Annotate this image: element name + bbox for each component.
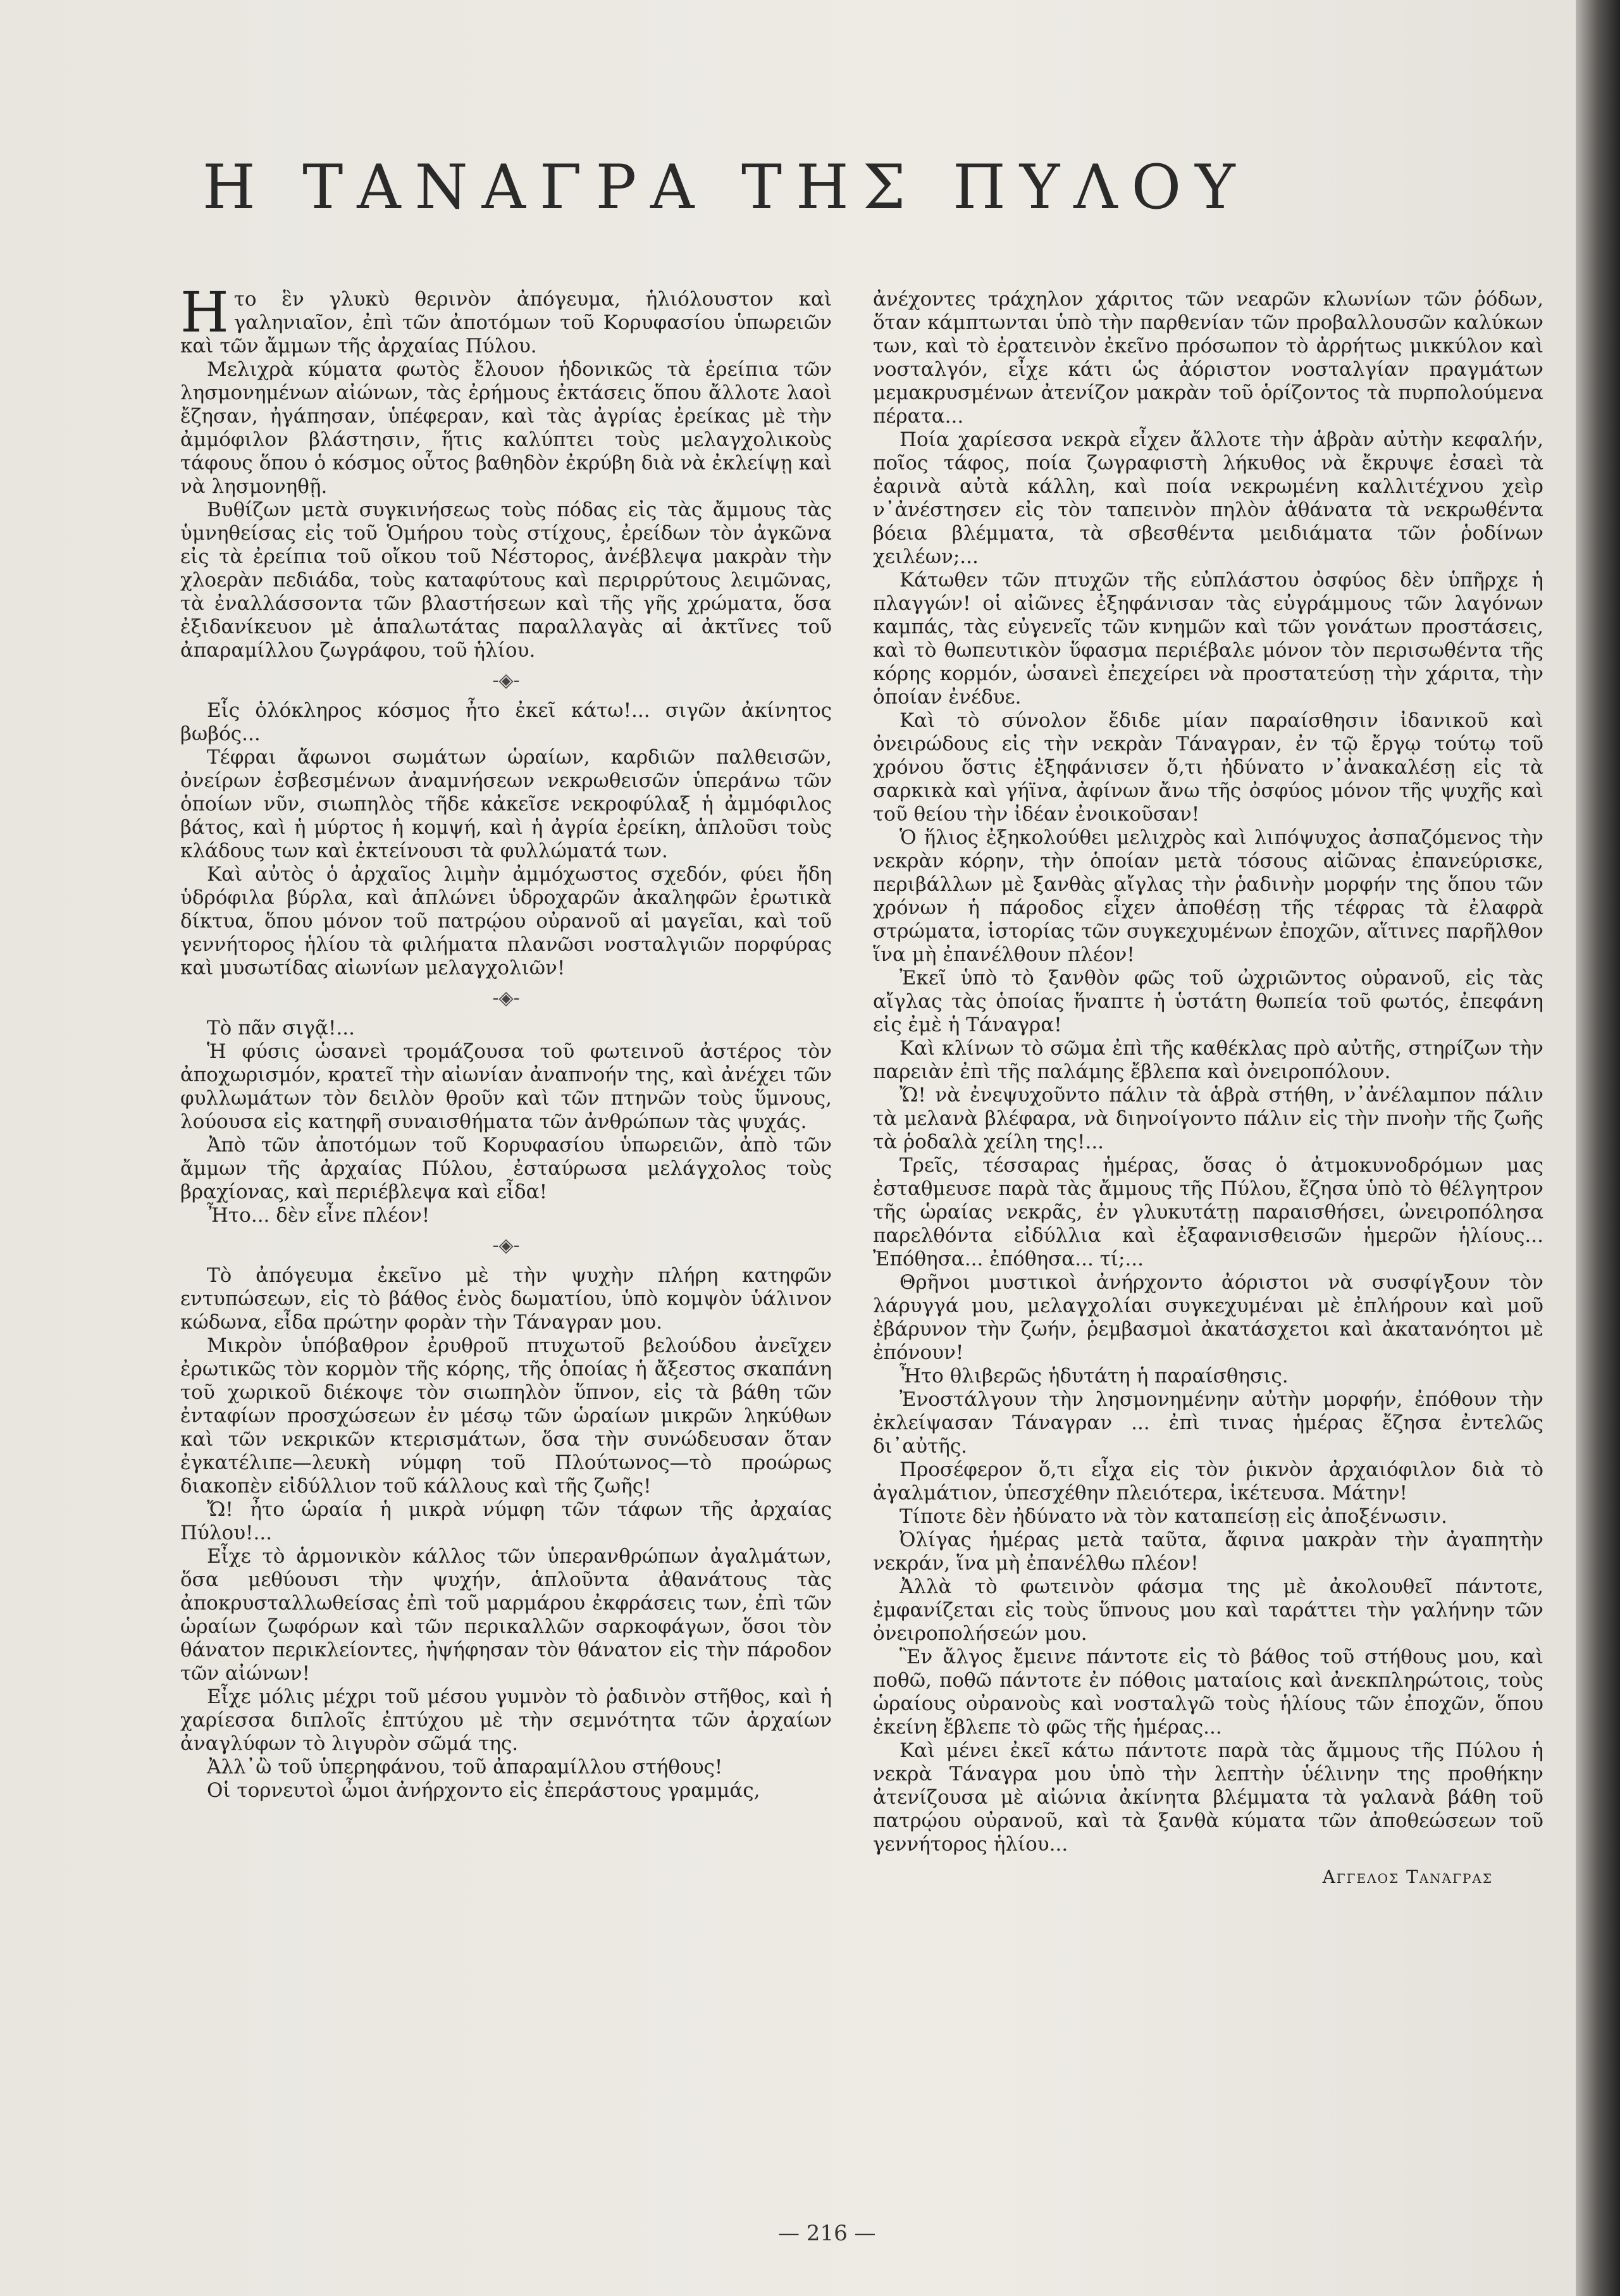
paragraph: Μελιχρὰ κύματα φωτὸς ἔλουον ἡδονικῶς τὰ ἐρείπια τῶν λησμονημένων αἰώνων, τὰς ἐρήμους ἐκτάσεις ὅπου ἄλλοτε λαοὶ ἔζησαν, ἠγάπησαν, ὑπέφεραν, καὶ τὰς ἀγρίας ἐρείκας μὲ τὴν ἀμμόφιλον βλάστησιν, ἥτις καλύπτει τοὺς μελαγχολικοὺς τάφους ὅπου ὁ κόσμος οὗτος βαθηδὸν ἐκρύβη διὰ νὰ ἐκλείψῃ καὶ νὰ λησμονηθῇ. (180, 358, 832, 498)
paragraph: Ἦτο... δὲν εἶνε πλέον! (207, 1204, 430, 1227)
paragraph: Ὤ! ἦτο ὡραία ἡ μικρὰ νύμφη τῶν τάφων τῆς ἀρχαίας Πύλου!... (180, 1498, 832, 1544)
paragraph: Προσέφερον ὅ,τι εἶχα εἰς τὸν ῥικνὸν ἀρχαιόφιλον διὰ τὸ ἀγαλμάτιον, ὑπεσχέθην πλειότερα, ἱκέτευσα. Μάτην! (873, 1458, 1543, 1505)
paragraph-opening (180, 280, 832, 358)
opening-text: το ἓν γλυκὺ θερινὸν ἀπόγευμα, ἡλιόλουστον καὶ γαληνιαῖον, ἐπὶ τῶν ἀποτόμων τοῦ Κορυφασίου ὑπωρειῶν καὶ τῶν ἄμμων τῆς ἀρχαίας Πύλου. (180, 288, 832, 357)
paragraph: Ἓν ἄλγος ἔμεινε πάντοτε εἰς τὸ βάθος τοῦ στήθους μου, καὶ ποθῶ, ποθῶ πάντοτε ἐν πόθοις ματαίοις καὶ ἀνεκπληρώτοις, τοὺς ὡραίους οὐρανοὺς καὶ νοσταλγῶ τοὺς ἡλίους τῶν ἐποχῶν, ὅπου ἐκείνη ἔβλεπε τὸ φῶς τῆς ἡμέρας... (873, 1646, 1543, 1739)
author-signature: Αγγελος Τανάγρας (1322, 1866, 1493, 1887)
paragraph: Εἶχε μόλις μέχρι τοῦ μέσου γυμνὸν τὸ ῥαδινὸν στῆθος, καὶ ἡ χαρίεσσα διπλοῖς ἐπτύχου μὲ τὴν σεμνότητα τῶν ἀρχαίων ἀναγλύφων τὸ λιγυρὸν σῶμά της. (180, 1685, 832, 1755)
paragraph: Καὶ τὸ σύνολον ἔδιδε μίαν παραίσθησιν ἰδανικοῦ καὶ ὀνειρώδους εἰς τὴν νεκρὰν Τάναγραν, ἐν τῷ ἔργῳ τούτῳ τοῦ χρόνου ὅστις ἐξηφάνισεν ὅ,τι ἠδύνατο ν᾽ἀνακαλέσῃ εἰς τὰ σαρκικὰ καὶ γήϊνα, ἀφίνων ἄνω τῆς ὀσφύος μόνον τῆς ψυχῆς καὶ τοῦ θείου τὴν ἰδέαν ἐνοικοῦσαν! (873, 709, 1543, 826)
page-number: — 216 — (778, 2221, 876, 2246)
paragraph: Τίποτε δὲν ἠδύνατο νὰ τὸν καταπείσῃ εἰς ἀποξένωσιν. (900, 1505, 1447, 1528)
paragraph: Τρεῖς, τέσσαρας ἡμέρας, ὅσας ὁ ἀτμοκυνοδρόμων μας ἐσταθμευσε παρὰ τὰς ἄμμους τῆς Πύλου, ἔζησα ὑπὸ τὸ θέλγητρον τῆς ὡραίας νεκρᾶς, ἐν γλυκυτάτῃ παραισθήσει, ὠνειροπόλησα παρελθόντα εἰδύλλια καὶ ἐξαφανισθεισῶν ἡμερῶν ἡλίους... Ἐπόθησα... ἐπόθησα... τί;... (873, 1154, 1543, 1270)
paragraph: Ἀλλὰ τὸ φωτεινὸν φάσμα της μὲ ἀκολουθεῖ πάντοτε, ἐμφανίζεται εἰς τοὺς ὕπνους μου καὶ ταράττει τὴν γαλήνην τῶν ὀνειροπολήσεών μου. (873, 1575, 1543, 1645)
paragraph: Εἷς ὁλόκληρος κόσμος ἦτο ἐκεῖ κάτω!... σιγῶν ἀκίνητος βωβός... (180, 699, 832, 745)
article-title: Η ΤΑΝΑΓΡΑ ΤΗΣ ΠΥΛΟΥ (202, 152, 1249, 223)
paragraph: Τὸ πᾶν σιγᾷ!... (207, 1017, 355, 1039)
paragraph: Ἀπὸ τῶν ἀποτόμων τοῦ Κορυφασίου ὑπωρειῶν, ἀπὸ τῶν ἄμμων τῆς ἀρχαίας Πύλου, ἐσταύρωσα μελάγχολος τοὺς βραχίονας, καὶ περιέβλεψα καὶ εἶδα! (180, 1134, 832, 1203)
section-ornament: -◈- (492, 669, 520, 692)
right-column (873, 288, 1543, 1889)
paragraph: Θρῆνοι μυστικοὶ ἀνήρχοντο ἀόριστοι νὰ συσφίγξουν τὸν λάρυγγά μου, μελαγχολίαι συγκεχυμέναι μὲ ἐπλήρουν καὶ μοῦ ἐβάρυνον τὴν ζωήν, ῥεμβασμοὶ ἀκατάσχετοι καὶ ἀκατανόητοι μὲ ἐπόνουν! (873, 1271, 1543, 1364)
paragraph: Ἐνοστάλγουν τὴν λησμονημένην αὐτὴν μορφήν, ἐπόθουν τὴν ἐκλείψασαν Τάναγραν ... ἐπὶ τινας ἡμέρας ἔζησα ἐντελῶς δι᾽αὐτῆς. (873, 1388, 1543, 1458)
paragraph: Τέφραι ἄφωνοι σωμάτων ὡραίων, καρδιῶν παλθεισῶν, ὀνείρων ἐσβεσμένων ἀναμνήσεων νεκρωθεισῶν ὑπεράνω τῶν ὁποίων νῦν, σιωπηλὸς τῆδε κἀκεῖσε νεκροφύλαξ ἡ ἀμμόφιλος βάτος, καὶ ἡ μύρτος ἡ κομψή, καὶ ἡ ἀγρία ἐρείκη, ἁπλοῦσι τοὺς κλάδους των καὶ ἐκτείνουσι τὰ φυλλώματά των. (180, 746, 832, 862)
left-column (180, 280, 832, 1803)
paragraph: Οἱ τορνευτοὶ ὦμοι ἀνήρχοντο εἰς ἐπεράστους γραμμάς, (207, 1779, 760, 1802)
paragraph: Ὤ! νὰ ἐνεψυχοῦντο πάλιν τὰ ἁβρὰ στήθη, ν᾽ἀνέλαμπον πάλιν τὰ μελανὰ βλέφαρα, νὰ διηνοίγοντο πάλιν εἰς τὴν πνοὴν τῆς ζωῆς τὰ ῥοδαλὰ χείλη της!... (873, 1084, 1543, 1153)
paragraph: Ἐκεῖ ὑπὸ τὸ ξανθὸν φῶς τοῦ ὠχριῶντος οὐρανοῦ, εἰς τὰς αἴγλας τὰς ὁποίας ἥναπτε ἡ ὑστάτη θωπεία τοῦ φωτός, ἐπεφάνη εἰς ἐμὲ ἡ Τάναγρα! (873, 967, 1543, 1036)
drop-cap: Η (180, 280, 229, 345)
paragraph: Ἦτο θλιβερῶς ἡδυτάτη ἡ παραίσθησις. (900, 1365, 1289, 1387)
paragraph: Καὶ κλίνων τὸ σῶμα ἐπὶ τῆς καθέκλας πρὸ αὐτῆς, στηρίζων τὴν παρειὰν ἐπὶ τῆς παλάμης ἔβλεπα καὶ ὀνειροπόλουν. (873, 1037, 1543, 1083)
section-ornament: -◈- (492, 987, 520, 1009)
paragraph: Ἡ φύσις ὡσανεὶ τρομάζουσα τοῦ φωτεινοῦ ἀστέρος τὸν ἀποχωρισμόν, κρατεῖ τὴν αἰωνίαν ἀναπνοήν της, καὶ ἀνέχει τῶν φυλλωμάτων τὸν δειλὸν θροῦν καὶ τῶν πτηνῶν τοὺς ὕμνους, λούουσα εἰς κατηφῆ συναισθήματα τῶν ἀνθρώπων τὰς ψυχάς. (180, 1040, 832, 1133)
paragraph: Τὸ ἀπόγευμα ἐκεῖνο μὲ τὴν ψυχὴν πλήρη κατηφῶν εντυπώσεων, εἰς τὸ βάθος ἑνὸς δωματίου, ὑπὸ κομψὸν ὑάλινον κώδωνα, εἶδα πρώτην φορὰν τὴν Τάναγραν μου. (180, 1264, 832, 1334)
paragraph: Καὶ αὐτὸς ὁ ἀρχαῖος λιμὴν ἀμμόχωστος σχεδόν, φύει ἤδη ὑδρόφιλα βύρλα, καὶ ἁπλώνει ὑδροχαρῶν ἀκαληφῶν ἐρωτικὰ δίκτυα, ὅπου μόνον τοῦ πατρῴου οὐρανοῦ αἱ μαγεῖαι, καὶ τοῦ γεννήτορος ἡλίου τὰ φιλήματα πλανῶσι νοσταλγιῶν πορφύρας καὶ μυσωτίδας αἰωνίων μελαγχολιῶν! (180, 863, 832, 979)
paragraph: Ὁ ἥλιος ἐξηκολούθει μελιχρὸς καὶ λιπόψυχος ἀσπαζόμενος τὴν νεκρὰν κόρην, τὴν ὁποίαν μετὰ τόσους αἰῶνας ἐπανεύρισκε, περιβάλλων μὲ ξανθὰς αἴγλας τὴν ῥαδινὴν μορφήν της ὅπου τῶν χρόνων ἡ πάροδος εἶχεν ἀποθέσῃ τῆς τέφρας τὰ ἐλαφρὰ στρώματα, ἱστορίας τῶν συγκεχυμένων ἐποχῶν, αἵτινες παρῆλθον ἵνα μὴ ἐπανέλθουν πλέον! (873, 826, 1543, 966)
paragraph: Ὀλίγας ἡμέρας μετὰ ταῦτα, ἄφινα μακρὰν τὴν ἀγαπητὴν νεκράν, ἵνα μὴ ἐπανέλθω πλέον! (873, 1529, 1543, 1575)
section-ornament: -◈- (492, 1234, 520, 1257)
paragraph: Καὶ μένει ἐκεῖ κάτω πάντοτε παρὰ τὰς ἄμμους τῆς Πύλου ἡ νεκρὰ Τάναγρα μου ὑπὸ τὴν λεπτὴν ὑέλινην της προθήκην ἀτενίζουσα μὲ αἰώνια ἀκίνητα βλέμματα τὰ γαλανὰ βάθη τοῦ πατρῴου οὐρανοῦ, καὶ τὰ ξανθὰ κύματα τῶν ἀποθεώσεων τοῦ γεννήτορος ἡλίου... (873, 1739, 1543, 1856)
paragraph: Ποία χαρίεσσα νεκρὰ εἶχεν ἄλλοτε τὴν ἁβρὰν αὐτὴν κεφαλήν, ποῖος τάφος, ποία ζωγραφιστὴ λήκυθος νὰ ἔκρυψε ἐσαεὶ τὰ ἐαρινὰ αὐτὰ κάλλη, καὶ ποία νεκρωμένη καλλιτέχνου χεὶρ ν᾽ἀνέστησεν εἰς τὸν ταπεινὸν πηλὸν ἀθάνατα τὰ νεκρωθέντα βόεια βλέμματα, τὰ σβεσθέντα μειδιάματα τῶν ῥοδίνων χειλέων;... (873, 428, 1543, 568)
binding-edge (1576, 0, 1620, 2296)
paragraph: Κάτωθεν τῶν πτυχῶν τῆς εὐπλάστου ὀσφύος δὲν ὑπῆρχε ἡ πλαγγών! οἱ αἰῶνες ἐξηφάνισαν τὰς εὐγράμμους τῶν λαγόνων καμπάς, τὰς εὐγενεῖς τῶν κνημῶν καὶ τῶν γονάτων προστάσεις, καὶ τὸ θωπευτικὸν ὕφασμα περιέβαλε μόνον τὸν περισωθέντα τῆς κόρης κορμόν, ὡσανεὶ ἐπεχείρει νὰ προστατεύσῃ τὴν χάριτα, τὴν ὁποίαν ἐνέδυε. (873, 569, 1543, 709)
paragraph: Βυθίζων μετὰ συγκινήσεως τοὺς πόδας εἰς τὰς ἄμμους τὰς ὑμνηθείσας εἰς τοῦ Ὁμήρου τοὺς στίχους, ἐρείδων τὸν ἀγκῶνα εἰς τὰ ἐρείπια τοῦ οἴκου τοῦ Νέστορος, ἀνέβλεψα μακρὰν τὴν χλοερὰν πεδιάδα, τοὺς καταφύτους καὶ περιρρύτους λειμῶνας, τὰ ἐναλλάσσοντα τῶν βλαστήσεων καὶ τῆς γῆς χρώματα, ὅσα ἐξιδανίκευον μὲ ἁπαλωτάτας παραλλαγὰς αἱ ἀκτῖνες τοῦ ἀπαραμίλλου ζωγράφου, τοῦ ἡλίου. (180, 499, 832, 662)
paragraph: Εἶχε τὸ ἁρμονικὸν κάλλος τῶν ὑπερανθρώπων ἀγαλμάτων, ὅσα μεθύουσι τὴν ψυχήν, ἁπλοῦντα ἀθανάτους τὰς ἀποκρυσταλλωθείσας ἐπὶ τοῦ μαρμάρου ἐκφράσεις των, ἐπὶ τῶν ὡραίων ζωφόρων καὶ τῶν περικαλλῶν σαρκοφάγων, ὅσοι τὸν θάνατον περικλείοντες, ἠψήφησαν τὸν θάνατον εἰς τὴν πάροδον τῶν αἰώνων! (180, 1545, 832, 1685)
paragraph: Μικρὸν ὑπόβαθρον ἐρυθροῦ πτυχωτοῦ βελούδου ἀνεῖχεν ἐρωτικῶς τὸν κορμὸν τῆς κόρης, τῆς ὁποίας ἡ ἄξεστος σκαπάνη τοῦ χωρικοῦ διέκοψε τὸν σιωπηλὸν ὕπνον, εἰς τὰ βάθη τῶν ἐνταφίων προσχώσεων ἐν μέσῳ τῶν ὡραίων μικρῶν ληκύθων καὶ τῶν νεκρικῶν κτερισμάτων, ὅσα τὴν συνώδευσαν ὅταν ἐγκατέλιπε—λευκὴ νύμφη τοῦ Πλούτωνος—τὸ προώρως διακοπὲν εἰδύλλιον τοῦ κάλλους καὶ τῆς ζωῆς! (180, 1334, 832, 1498)
paragraph: Ἀλλ᾽ὢ τοῦ ὑπερηφάνου, τοῦ ἀπαραμίλλου στήθους! (207, 1756, 723, 1778)
paragraph-continued: ἀνέχοντες τράχηλον χάριτος τῶν νεαρῶν κλωνίων τῶν ῥόδων, ὅταν κάμπτωνται ὑπὸ τὴν παρθενίαν τῶν προβαλλουσῶν καλύκων των, καὶ τὸ ἐρατεινὸν ἐκεῖνο πρόσωπον τὸ ἀρρήτως μικκύλον καὶ νοσταλγόν, εἶχε κάτι ὡς ἀόριστον νοσταλγίαν πραγμάτων μεμακρυσμένων ἀτενίζον μακρὰν τοῦ ὁρίζοντος τὰ πυρπολούμενα πέρατα... (873, 288, 1543, 428)
